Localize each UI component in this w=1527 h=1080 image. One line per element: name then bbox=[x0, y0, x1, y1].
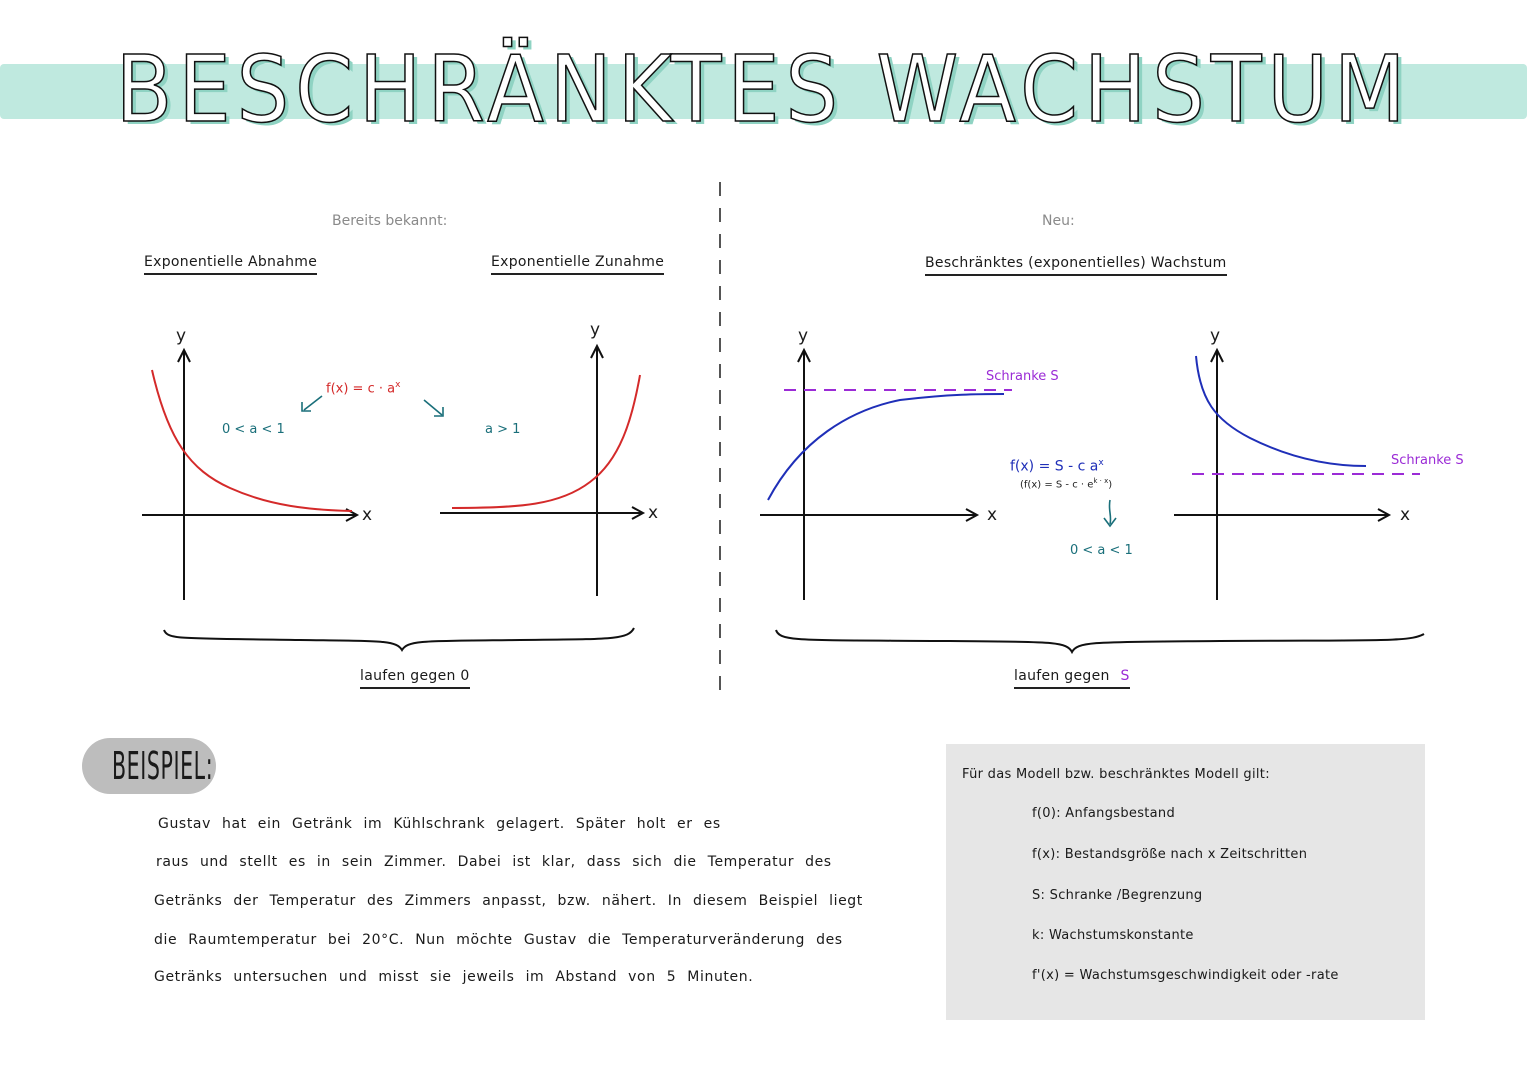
right-formula-text: f(x) = S - c a bbox=[1010, 458, 1099, 475]
decay-y-label: y bbox=[176, 326, 187, 346]
model-intro: Für das Modell bzw. beschränktes Modell gilt: bbox=[962, 767, 1270, 782]
bounded-y-label: y bbox=[798, 326, 809, 346]
example-line-2: raus und stellt es in sein Zimmer. Dabei ist klar, dass sich die Temperatur des bbox=[156, 854, 832, 870]
example-badge-label: BEISPIEL: bbox=[112, 744, 214, 788]
right-formula-alt-close: ) bbox=[1108, 479, 1113, 491]
right-limit-prefix: laufen gegen bbox=[1014, 668, 1110, 684]
growth-curve bbox=[452, 375, 640, 508]
example-line-1: Gustav hat ein Getränk im Kühlschrank gelagert. Später holt er es bbox=[158, 816, 721, 832]
bounded-decay-curve bbox=[1196, 356, 1366, 466]
model-item-4: k: Wachstumskonstante bbox=[1032, 928, 1194, 943]
bounded-heading: Beschränktes (exponentielles) Wachstum bbox=[925, 255, 1227, 276]
right-formula-alt-exp: k · x bbox=[1093, 477, 1109, 485]
left-limit-text: laufen gegen 0 bbox=[360, 668, 470, 689]
right-formula-exp: x bbox=[1098, 458, 1104, 468]
bound-label-right: Schranke S bbox=[1391, 453, 1464, 468]
left-formula-text: f(x) = c · a bbox=[326, 381, 396, 397]
formula-arrow-left bbox=[304, 396, 322, 410]
right-limit-s: S bbox=[1120, 668, 1130, 684]
growth-condition: a > 1 bbox=[485, 422, 521, 437]
model-item-3: S: Schranke /Begrenzung bbox=[1032, 888, 1203, 903]
right-formula-alt bbox=[1020, 477, 1112, 490]
section-label-known: Bereits bekannt: bbox=[332, 213, 448, 229]
growth-graph bbox=[440, 346, 643, 596]
decay-curve bbox=[152, 370, 352, 511]
example-line-5: Getränks untersuchen und misst sie jeweils im Abstand von 5 Minuten. bbox=[154, 969, 754, 985]
page-title: BESCHRÄNKTES WACHSTUM bbox=[115, 36, 1412, 143]
decay-x-label: x bbox=[362, 505, 373, 525]
right-limit-text bbox=[1014, 668, 1130, 689]
formula-arrow-right bbox=[424, 400, 442, 415]
growth-y-label: y bbox=[590, 320, 601, 340]
model-item-5: f'(x) = Wachstumsgeschwindigkeit oder -rate bbox=[1032, 968, 1339, 983]
decay-heading: Exponentielle Abnahme bbox=[144, 254, 317, 275]
right-brace bbox=[776, 630, 1424, 652]
growth-heading: Exponentielle Zunahme bbox=[491, 254, 664, 275]
left-formula-exp: x bbox=[395, 380, 401, 390]
bounded-decay-graph bbox=[1174, 350, 1420, 600]
bounded-decay-x-label: x bbox=[1400, 505, 1411, 525]
decay-graph bbox=[142, 350, 357, 600]
right-formula-alt-text: (f(x) = S - c · e bbox=[1020, 479, 1094, 491]
bounded-growth-graph bbox=[760, 350, 1012, 600]
bound-label-left: Schranke S bbox=[986, 369, 1059, 384]
growth-x-label: x bbox=[648, 503, 659, 523]
section-label-new: Neu: bbox=[1042, 213, 1075, 229]
left-formula bbox=[326, 380, 400, 396]
model-item-2: f(x): Bestandsgröße nach x Zeitschritten bbox=[1032, 847, 1308, 862]
condition-arrow bbox=[1109, 500, 1110, 524]
right-formula bbox=[1010, 458, 1104, 475]
right-condition: 0 < a < 1 bbox=[1070, 543, 1133, 558]
decay-condition: 0 < a < 1 bbox=[222, 422, 285, 437]
bounded-decay-y-label: y bbox=[1210, 326, 1221, 346]
example-line-3: Getränks der Temperatur des Zimmers anpasst, bzw. nähert. In diesem Beispiel liegt bbox=[154, 893, 863, 909]
example-line-4: die Raumtemperatur bei 20°C. Nun möchte Gustav die Temperaturveränderung des bbox=[154, 932, 843, 948]
left-brace bbox=[164, 628, 634, 650]
bounded-x-label: x bbox=[987, 505, 998, 525]
model-item-1: f(0): Anfangsbestand bbox=[1032, 806, 1176, 821]
